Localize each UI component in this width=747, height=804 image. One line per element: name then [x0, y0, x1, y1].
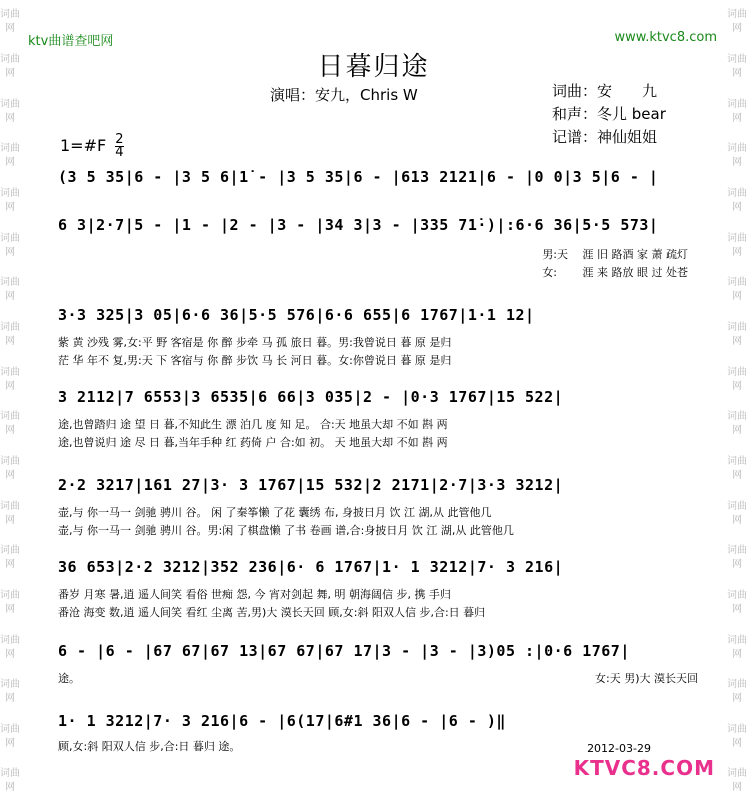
watermark-text: 词曲网 [0, 723, 20, 749]
site-name-left: ktv曲谱查吧网 [28, 34, 114, 49]
lyric-line: 女:天 男)大 漠长天回 [595, 672, 698, 685]
watermark-left [0, 0, 20, 804]
watermark-text: 词曲网 [0, 366, 20, 392]
lyric-pair [58, 670, 708, 688]
watermark-text: 词曲网 [727, 232, 747, 258]
watermark-text: 词曲网 [727, 53, 747, 79]
time-numerator: 2 [115, 132, 124, 147]
site-url-right: www.ktvc8.com [614, 30, 717, 45]
score-row-1 [58, 168, 708, 186]
watermark-text: 词曲网 [727, 768, 747, 794]
score-row-2 [58, 216, 708, 282]
lyric-line: 茫 华 年不 复,男:天 下 客宿与 你 醉 步饮 马 长 河日 暮。女:你曾说日 暮 原 是归 [58, 354, 452, 367]
lyric-line: 途,也曾说归 途 尽 日 暮,当年手种 红 药倚 户 合:如 初。 天 地虽大却 不如 斟 两 [58, 436, 448, 449]
watermark-text: 词曲网 [0, 545, 20, 571]
watermark-text: 词曲网 [0, 187, 20, 213]
watermark-text: 词曲网 [727, 723, 747, 749]
score-row-5 [58, 476, 708, 540]
notation-line: (3 5 35|6 - |3 5 6|1̇ - |3 5 35|6 - |613 2121|6 - |0 0|3 5|6 - | [58, 168, 659, 186]
watermark-text: 词曲网 [0, 53, 20, 79]
watermark-text: 词曲网 [727, 143, 747, 169]
credit-harmony: 和声：冬儿 bear [552, 105, 666, 123]
watermark-text: 词曲网 [0, 143, 20, 169]
score-row-7 [58, 642, 708, 688]
watermark-text: 词曲网 [727, 187, 747, 213]
lyric-line: 顾,女:斜 阳双人信 步,合:日 暮归 途。 [58, 740, 241, 753]
lyric-line: 壶,与 你一马一 剑驰 骋川 谷。 闲 了秦筝懒 了花 囊绣 布, 身披日月 饮 江 湖,从 此管他几 [58, 506, 492, 519]
watermark-text: 词曲网 [727, 500, 747, 526]
notation-line: 3 2112|7 6553|3 6535|6 66|3 035|2 - |0·3 1767|15 522| [58, 388, 564, 406]
credit-lyrics-music: 词曲：安 九 [552, 82, 658, 100]
watermark-text: 词曲网 [727, 277, 747, 303]
watermark-text: 词曲网 [0, 455, 20, 481]
watermark-text: 词曲网 [727, 634, 747, 660]
watermark-text: 词曲网 [0, 768, 20, 794]
notation-line: 2·2 3217|161 27|3· 3 1767|15 532|2 2171|2·7|3·3 3212| [58, 476, 564, 494]
notation-line: 36 653|2·2 3212|352 236|6· 6 1767|1· 1 3212|7· 3 216| [58, 558, 564, 576]
score-row-4 [58, 388, 708, 452]
key-text: 1=#F [60, 136, 107, 155]
watermark-text: 词曲网 [0, 634, 20, 660]
notation-line: 1· 1 3212|7· 3 216|6 - |6(17|6#1 36|6 - |6 - )‖ [58, 712, 506, 730]
watermark-text: 词曲网 [727, 455, 747, 481]
credits-block [552, 80, 666, 149]
lyric-line: 途,也曾踏归 途 望 日 暮,不知此生 漂 泊几 度 知 足。 合:天 地虽大却 不如 斟 两 [58, 418, 448, 431]
watermark-text: 词曲网 [727, 545, 747, 571]
lyric-line: 番岁 月寒 暑,逍 遥人间笑 看俗 世痴 怨, 今 宵对剑起 舞, 明 朝海阔信 步, 携 手归 [58, 588, 451, 601]
notation-line: 3·3 325|3 05|6·6 36|5·5 576|6·6 655|6 1767|1·1 12| [58, 306, 535, 324]
watermark-text: 词曲网 [0, 9, 20, 35]
score-row-3 [58, 306, 708, 370]
lyric-line: 途。 [58, 672, 80, 685]
watermark-text: 词曲网 [0, 411, 20, 437]
lyric-line: 紫 黄 沙残 雾,女:平 野 客宿是 你 醉 步牵 马 孤 旅日 暮。男:我曾说日 暮 原 是归 [58, 336, 452, 349]
watermark-text: 词曲网 [727, 411, 747, 437]
singer-line: 演唱：安九，Chris W [270, 86, 418, 104]
watermark-text: 词曲网 [0, 500, 20, 526]
notation-line: 6 3|2·7|5 - |1 - |2 - |3 - |34 3|3 - |335 71̇·)|:6·6 36|5·5 573| [58, 216, 659, 234]
site-logo: KTVC8.COM [573, 756, 715, 780]
watermark-text: 词曲网 [0, 232, 20, 258]
watermark-text: 词曲网 [0, 589, 20, 615]
watermark-text: 词曲网 [727, 366, 747, 392]
lyric-line: 壶,与 你一马一 剑驰 骋川 谷。男:闲 了棋盘懒 了书 卷画 谱,合:身披日月 饮 江 湖,从 此管他几 [58, 524, 514, 537]
transcription-date: 2012-03-29 [587, 742, 651, 755]
watermark-text: 词曲网 [727, 321, 747, 347]
watermark-text: 词曲网 [0, 277, 20, 303]
time-denominator: 4 [115, 145, 124, 160]
watermark-text: 词曲网 [727, 98, 747, 124]
credit-transcriber: 记谱：神仙姐姐 [552, 128, 658, 146]
score-row-6 [58, 558, 708, 622]
watermark-text: 词曲网 [0, 98, 20, 124]
watermark-text: 词曲网 [0, 679, 20, 705]
time-signature [115, 134, 123, 159]
key-signature [60, 134, 124, 159]
watermark-text: 词曲网 [727, 589, 747, 615]
score-sheet [24, 0, 723, 804]
watermark-text: 词曲网 [0, 321, 20, 347]
watermark-text: 词曲网 [727, 679, 747, 705]
lyric-line: 男:天 涯 旧 路酒 家 萧 疏灯 [542, 248, 688, 261]
lyric-line: 番沧 海变 数,逍 遥人间笑 看红 尘离 苦,男)大 漠长天回 顾,女:斜 阳双人信 步,合:日 暮归 [58, 606, 486, 619]
notation-line: 6 - |6 - |67 67|67 13|67 67|67 17|3 - |3 - |3)05 :|0·6 1767| [58, 642, 630, 660]
lyric-line: 女: 涯 来 路放 眼 过 处苍 [542, 266, 688, 279]
watermark-right [727, 0, 747, 804]
song-title: 日暮归途 [317, 52, 430, 82]
watermark-text: 词曲网 [727, 9, 747, 35]
